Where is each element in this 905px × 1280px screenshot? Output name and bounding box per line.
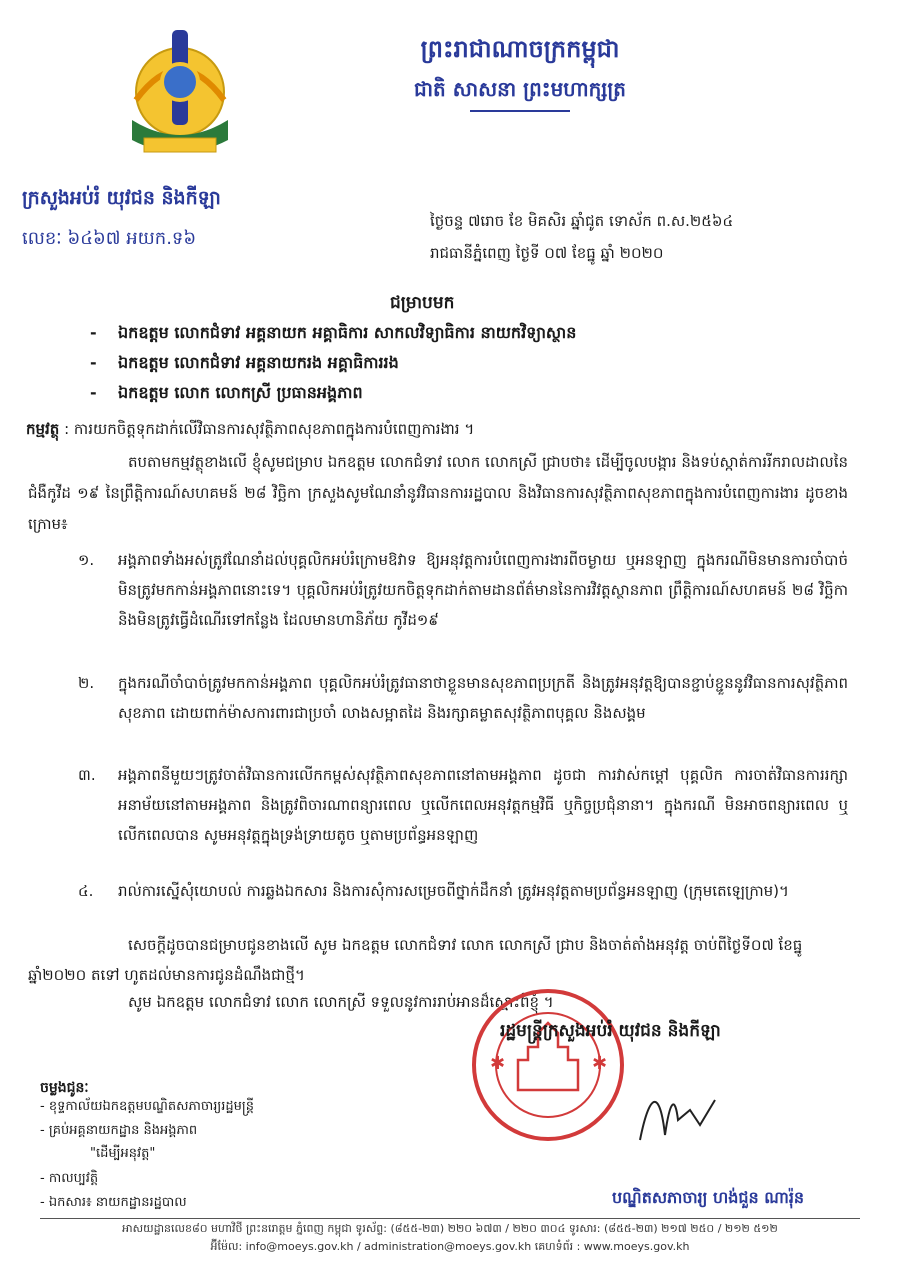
recipient-text: ឯកឧត្តម លោក លោកស្រី ប្រធានអង្គភាព (118, 383, 363, 402)
item-number: ២. (78, 674, 95, 692)
item-text: អង្គភាពនីមួយៗត្រូវចាត់វិធានការលើកកម្ពស់សុវត្ថិភាពសុខភាពនៅតាមអង្គភាព ដូចជា ការវាស់កម្ដៅ បុគ្គលិក ការចាត់វិធានការរក្សាអនាម័យនៅតាមអង្គភាព និងត្រូវពិចារណាពន្យារពេល ឬលើកពេលអនុវត្តកម្មវិធី ឬកិច្ចប្រជុំនានា។ ក្នុងករណី មិនអាចពន្យារពេល ឬលើកពេលបាន សូមអនុវត្តក្នុងទ្រង់ទ្រាយតូច ឬតាមប្រព័ន្ធអនឡាញ (118, 766, 848, 844)
item-number: ១. (78, 551, 95, 569)
subject-text: : ការយកចិត្តទុកដាក់លើវិធានការសុវត្ថិភាពសុខភាពក្នុងការបំពេញការងារ ។ (64, 420, 475, 438)
cc-item: - ឯកសារ៖ នាយកដ្ឋានរដ្ឋបាល (40, 1195, 187, 1210)
list-item (78, 668, 848, 728)
kingdom-heading: ព្រះរាជាណាចក្រកម្ពុជា (420, 35, 620, 63)
svg-text:✱: ✱ (592, 1053, 608, 1074)
salutation: ជម្រាបមក (390, 293, 455, 313)
cc-item: - ខុទ្ទកាល័យឯកឧត្តមបណ្ឌិតសភាចារ្យរដ្ឋមន្ត្រី (40, 1099, 254, 1114)
cc-item: - កាលប្បវត្តិ (40, 1171, 99, 1186)
motto-divider (470, 110, 570, 112)
cc-item: - គ្រប់អគ្គនាយកដ្ឋាន និងអង្គភាព (40, 1123, 198, 1138)
national-motto: ជាតិ សាសនា ព្រះមហាក្សត្រ (414, 77, 626, 101)
cc-title: ចម្លងជូនៈ (40, 1080, 89, 1096)
item-text: អង្គភាពទាំងអស់ត្រូវណែនាំដល់បុគ្គលិកអប់រំក្រោមឱវាទ ឱ្យអនុវត្តការបំពេញការងារពីចម្ងាយ ឬអនឡាញ ក្នុងករណីមិនមានការចាំបាច់ មិនត្រូវមកកាន់អង្គភាពនោះទេ។ បុគ្គលិកអប់រំត្រូវយកចិត្តទុកដាក់តាមដានព័ត៌មាននៃការវិវត្តស្ថានភាព ព្រឹត្តិការណ៍សហគមន៍ ២៨ វិច្ឆិកា និងមិនត្រូវធ្វើដំណើរទៅកន្លែង ដែលមានហានិភ័យ កូវីដ១៩ (118, 551, 848, 629)
lunar-date: ថ្ងៃចន្ទ ៧រោច ខែ មិគសិរ ឆ្នាំជូត ទោស័ក ព.ស.២៥៦៤ (430, 212, 734, 230)
list-item (78, 760, 848, 850)
signer-title: រដ្ឋមន្ត្រីក្រសួងអប់រំ យុវជន និងកីឡា (500, 1021, 721, 1041)
item-text: ក្នុងករណីចាំបាច់ត្រូវមកកាន់អង្គភាព បុគ្គលិកអប់រំត្រូវធានាថាខ្លួនមានសុខភាពប្រក្រតី និងត្រូវអនុវត្តឱ្យបានខ្ជាប់ខ្ជួននូវវិធានការសុវត្ថិភាពសុខភាព ដោយពាក់ម៉ាសការពារជាប្រចាំ លាងសម្អាតដៃ និងរក្សាគម្លាតសុវត្ថិភាពបុគ្គល និងសង្គម (118, 674, 848, 722)
solar-date: រាជធានីភ្នំពេញ ថ្ងៃទី ០៧ ខែធ្នូ ឆ្នាំ ២០២០ (430, 244, 664, 262)
list-item (78, 876, 848, 906)
recipient-text: ឯកឧត្តម លោកជំទាវ អគ្គនាយករង អគ្គាធិការរង (118, 353, 399, 372)
ministry-name: ក្រសួងអប់រំ យុវជន និងកីឡា (22, 187, 221, 209)
footer-address: អាសយដ្ឋានលេខ៨០ មហាវិថី ព្រះនរោត្តម ភ្នំពេញ កម្ពុជា ទូរស័ព្ទ: (៨៥៥-២៣) ២២០ ៦៧៣ / ២២០ ៣០៤ ទូរសារ: (៨៥៥-២៣) ២១៧ ២៥០ / ២១២ ៥១២ (122, 1222, 778, 1235)
footer-divider (40, 1218, 860, 1219)
recipient-line: - ឯកឧត្តម លោក លោកស្រី ប្រធានអង្គភាព (90, 383, 363, 402)
item-number: ៤. (78, 882, 94, 900)
closing-paragraph: សេចក្ដីដូចបានជម្រាបជូនខាងលើ សូម ឯកឧត្តម លោកជំទាវ លោក លោកស្រី ជ្រាប និងចាត់តាំងអនុវត្ត ចាប់ពីថ្ងៃទី០៧ ខែធ្នូ ឆ្នាំ២០២០ តទៅ ហូតដល់មានការជូនដំណឹងជាថ្មី។ (28, 936, 803, 984)
item-number: ៣. (78, 766, 96, 784)
item-text: រាល់ការស្នើសុំយោបល់ ការឆ្លងឯកសារ និងការសុំការសម្រេចពីថ្នាក់ដឹកនាំ ត្រូវអនុវត្តតាមប្រព័ន្ធអនឡាញ (ក្រុមតេឡេក្រាម)។ (118, 882, 789, 900)
reference-number: លេខៈ ៦៤៦៧ អយក.ទ៦ (22, 228, 197, 249)
list-item (78, 545, 848, 635)
subject-line (26, 420, 846, 442)
ministry-emblem (118, 20, 243, 174)
svg-text:✱: ✱ (490, 1053, 506, 1074)
closing-courtesy: សូម ឯកឧត្តម លោកជំទាវ លោក លោកស្រី ទទួលនូវការរាប់អានដ៏ស្មោះពីខ្ញុំ ។ (128, 993, 554, 1011)
recipient-text: ឯកឧត្តម លោកជំទាវ អគ្គនាយក អគ្គាធិការ សាកលវិទ្យាធិការ នាយកវិទ្យាស្ថាន (118, 323, 577, 342)
recipient-line: - ឯកឧត្តម លោកជំទាវ អគ្គនាយករង អគ្គាធិការរង (90, 353, 399, 372)
official-seal (468, 985, 628, 1149)
footer-contact: អ៊ីម៉ែល: info@moeys.gov.kh / administration@moeys.gov.kh គេហទំព័រ : www.moeys.gov.kh (210, 1240, 690, 1253)
recipient-line: - ឯកឧត្តម លោកជំទាវ អគ្គនាយក អគ្គាធិការ សាកលវិទ្យាធិការ នាយកវិទ្យាស្ថាន (90, 323, 577, 342)
subject-label: កម្មវត្ថុ (26, 420, 60, 438)
signature (630, 1080, 720, 1154)
intro-paragraph: តបតាមកម្មវត្ថុខាងលើ ខ្ញុំសូមជម្រាប ឯកឧត្តម លោកជំទាវ លោក លោកស្រី ជ្រាបថា៖ ដើម្បីចូលបង្ការ និងទប់ស្កាត់ការរីករាលដាលនៃជំងឺកូវីដ ១៩ នៃព្រឹត្តិការណ៍សហគមន៍ ២៨ វិច្ឆិកា ក្រសួងសូមណែនាំនូវវិធានការរដ្ឋបាល និងវិធានការសុវត្ថិភាពសុខភាពក្នុងការបំពេញការងារ ដូចខាងក្រោម៖ (28, 453, 848, 533)
signer-name: បណ្ឌិតសភាចារ្យ ហង់ជួន ណារ៉ុន (612, 1188, 805, 1207)
cc-item: "ដើម្បីអនុវត្ត" (90, 1146, 156, 1161)
